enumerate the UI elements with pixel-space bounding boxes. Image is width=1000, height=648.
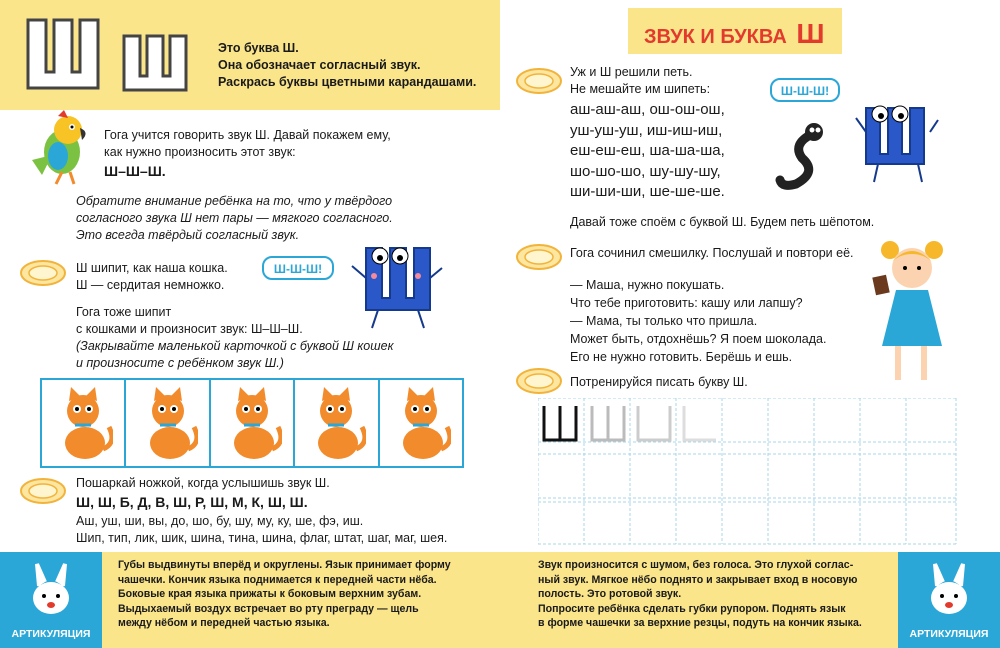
poem-title: Гога сочинил смешилку. Послушай и повтори её. [570,246,854,260]
hiss-rhyme: Ш шипит, как наша кошка. Ш — сердитая немножко. [76,261,228,292]
plate-icon [516,244,562,270]
whisper-text: Давай тоже споём с буквой Ш. Будем петь шёпотом. [570,215,875,229]
plate-icon [20,260,66,286]
writing-grid[interactable] [538,398,958,546]
articulation-badge-right: АРТИКУЛЯЦИЯ [898,552,1000,648]
articulation-text-right: Звук произносится с шумом, без голоса. Это глухой соглас- ный звук. Мягкое нёбо поднято и закрывает вход в носовую полость. Это ротовой звук. Попросите ребёнка сделать губки рупором. Поднять язык в форме чашечки за верхние резцы, подуть на кончик языка. [538,559,862,629]
plate-icon [516,68,562,94]
cat-card[interactable] [42,380,126,466]
articulation-badge-left: АРТИКУЛЯЦИЯ [0,552,102,648]
goga-hiss-text: Гога тоже шипит с кошками и произносит звук: Ш–Ш–Ш. (Закрывайте маленькой карточкой с буквой Ш кошек и произносите с ребёнком звук Ш.) [76,305,394,370]
girl-illustration [870,236,962,386]
big-letter-outline-2 [122,34,188,92]
right-title: ЗВУК И БУКВА Ш [644,18,825,49]
parent-note: Обратите внимание ребёнка на то, что у твёрдого согласного звука Ш нет пары — мягкого согласного. Это всегда твёрдый согласный звук. [76,194,393,242]
cat-card[interactable] [295,380,379,466]
parrot-illustration [22,110,92,186]
cat-card[interactable] [126,380,210,466]
articulation-text-left: Губы выдвинуты вперёд и округлены. Язык принимает форму чашечки. Кончик языка поднимается к передней части нёба. Боковые края языка прижаты к боковым верхним зубам. Выдыхаемый воздух встречает во рту преграду — щель между нёбом и передней частью языка. [118,559,451,629]
speech-bubble-right: Ш-Ш-Ш! [770,78,840,102]
speech-bubble: Ш-Ш-Ш! [262,256,334,280]
practice-title: Потренируйся писать букву Ш. [570,375,748,389]
poem: — Маша, нужно покушать. Что тебе приготовить: кашу или лапшу? — Мама, ты только что пришла. Может быть, отдохнёшь? Я поем шоколада. Его не нужно готовить. Берёшь и ешь. [570,278,827,364]
cat-card[interactable] [380,380,462,466]
big-letter-outline [26,18,102,90]
stomp-exercise: Пошаркай ножкой, когда услышишь звук Ш. Ш, Ш, Б, Д, В, Ш, Р, Ш, М, К, Ш, Ш. Аш, уш, ши, вы, до, шо, бу, шу, му, ку, ше, фэ, иш. Шип, тип, лик, шик, шина, тина, шина, флаг, штат, шаг, маг, шея. [76,476,448,545]
letter-sha-character-right [852,96,942,188]
header-text: Это буква Ш. Она обозначает согласный звук. Раскрась буквы цветными карандашами. [218,41,477,89]
intro-text: Гога учится говорить звук Ш. Давай покажем ему, как нужно произносить этот звук: Ш–Ш–Ш. [104,128,391,179]
plate-icon [20,478,66,504]
chant-verse: аш-аш-аш, ош-ош-ош, уш-уш-уш, иш-иш-иш, еш-еш-еш, ша-ша-ша, шо-шо-шо, шу-шу-шу, ши-ши-ши, ше-ше-ше. [570,101,725,200]
snake-illustration [772,120,842,190]
cat-card[interactable] [211,380,295,466]
sing-intro: Уж и Ш решили петь. Не мешайте им шипеть: [570,65,711,96]
plate-icon [516,368,562,394]
cat-card-row [40,378,464,468]
